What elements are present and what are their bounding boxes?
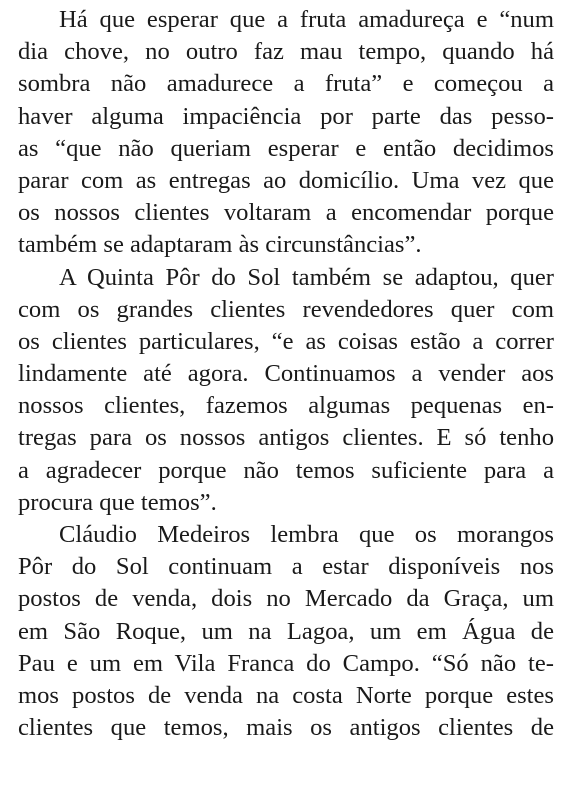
text-line: Pôr do Sol continuam a estar disponíveis nos: [18, 553, 554, 581]
text-line: parar com as entregas ao domicílio. Uma vez que: [18, 166, 554, 194]
text-line: haver alguma impaciência por parte das pesso-: [18, 102, 554, 130]
text-line: nossos clientes, fazemos algumas pequenas en-: [18, 392, 554, 420]
text-line: Há que esperar que a fruta amadureça e “num: [59, 6, 554, 33]
text-line: em São Roque, um na Lagoa, um em Água de: [18, 617, 554, 645]
text-line: postos de venda, dois no Mercado da Graça, um: [18, 585, 554, 613]
paragraph-2: [18, 262, 554, 520]
text-line: mos postos de venda na costa Norte porque estes: [18, 681, 554, 709]
text-line: Pau e um em Vila Franca do Campo. “Só não te-: [18, 649, 554, 677]
text-line: tregas para os nossos antigos clientes. E só tenho: [18, 424, 554, 452]
text-line: os nossos clientes voltaram a encomendar porque: [18, 199, 554, 227]
text-line: procura que temos”.: [18, 488, 217, 516]
text-line: as “que não queriam esperar e então decidimos: [18, 134, 554, 162]
text-line: A Quinta Pôr do Sol também se adaptou, quer: [59, 263, 554, 291]
text-line: os clientes particulares, “e as coisas estão a correr: [18, 327, 554, 355]
text-line: com os grandes clientes revendedores quer com: [18, 295, 554, 323]
text-line: também se adaptaram às circunstâncias”.: [18, 231, 422, 259]
text-line: lindamente até agora. Continuamos a vender aos: [18, 360, 554, 388]
text-line: a agradecer porque não temos suficiente para a: [18, 456, 554, 484]
text-line: Cláudio Medeiros lembra que os morangos: [59, 521, 554, 548]
paragraph-1: [18, 4, 554, 262]
text-line: dia chove, no outro faz mau tempo, quando há: [18, 38, 554, 66]
text-line: sombra não amadurece a fruta” e começou a: [18, 70, 554, 98]
paragraph-3: [18, 519, 554, 744]
text-line: clientes que temos, mais os antigos clientes de: [18, 714, 554, 742]
